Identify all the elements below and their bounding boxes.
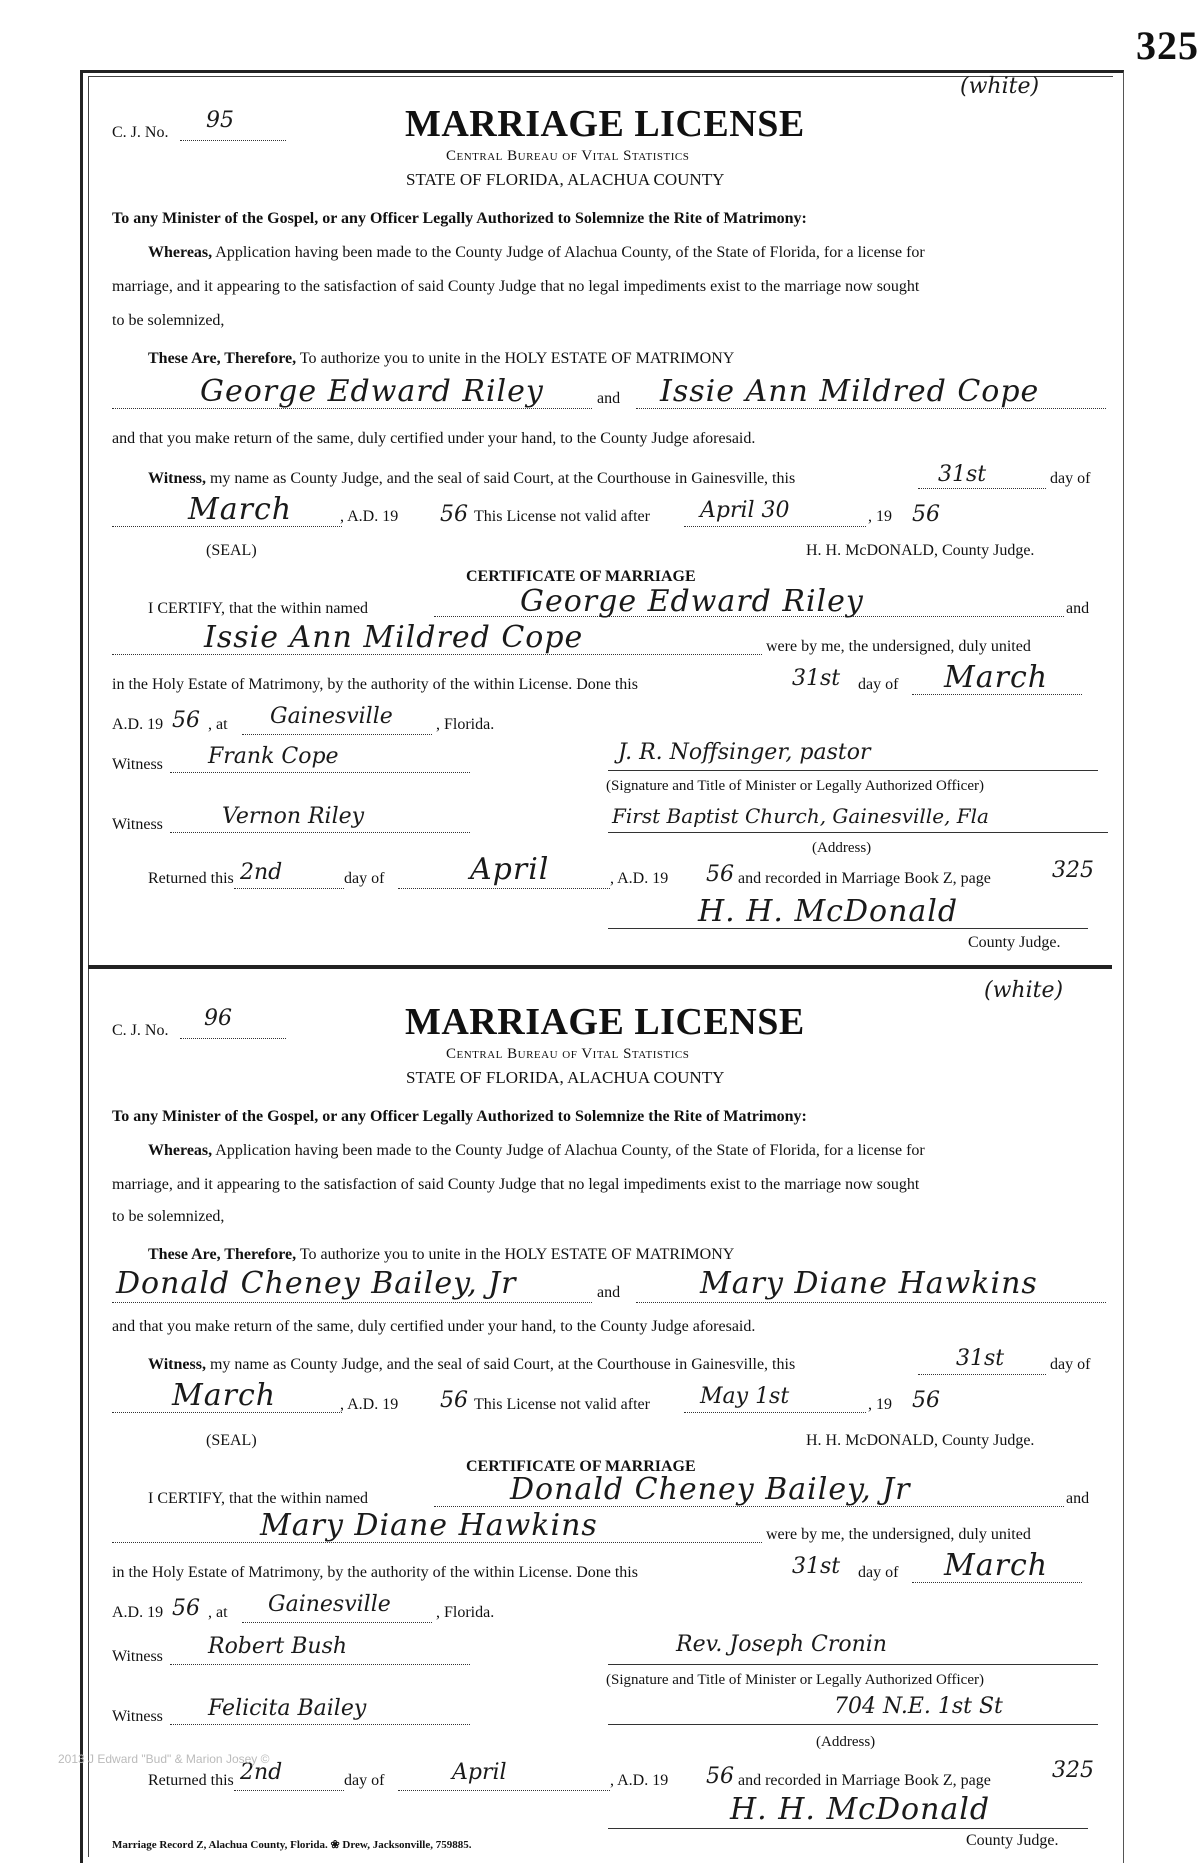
done-day: 31st [792,1554,841,1579]
issue-year: 56 [440,502,468,527]
officiant-address: First Baptist Church, Gainesville, Fla [612,804,989,828]
witness-line: Witness, my name as County Judge, and the seal of said Court, at the Courthouse in Gainesville, this [148,470,796,487]
day-of-label: day of [1050,1356,1091,1373]
issue-day: 31st [938,462,987,487]
witness2-label: Witness [112,1708,163,1725]
return-line: and that you make return of the same, duly certified under your hand, to the County Judge aforesaid. [112,1318,756,1335]
returned-ad: , A.D. 19 [610,870,669,887]
issue-ad-label: , A.D. 19 [340,508,399,525]
cj-label: C. J. No. [112,124,169,141]
officiant-signature: Rev. Joseph Cronin [676,1632,887,1657]
not-valid-label: This License not valid after [474,508,650,525]
authorize-line: These Are, Therefore, To authorize you to unite in the HOLY ESTATE OF MATRIMONY [148,350,735,367]
witness1-name: Frank Cope [208,744,339,769]
issue-ad-label: , A.D. 19 [340,1396,399,1413]
county-judge-name: H. H. McDONALD, County Judge. [806,1432,1035,1449]
state-county: STATE OF FLORIDA, ALACHUA COUNTY [406,1068,725,1087]
done-month: March [944,1548,1049,1583]
whereas-line-3: to be solemnized, [112,312,225,329]
returned-day: 2nd [240,860,283,885]
florida-label: , Florida. [436,716,495,733]
address-line: To any Minister of the Gospel, or any Officer Legally Authorized to Solemnize the Rite of Matrimony: [112,210,807,227]
license-title: MARRIAGE LICENSE [405,103,805,145]
section-divider [88,965,1112,969]
witness2-label: Witness [112,816,163,833]
recorded-label: and recorded in Marriage Book Z, page [738,1772,991,1789]
certify-label: I CERTIFY, that the within named [148,600,369,617]
copyright-watermark: 2013 J Edward "Bud" & Marion Josey © [58,1752,270,1766]
done-year: 56 [172,1596,200,1621]
certificate-title: CERTIFICATE OF MARRIAGE [466,1458,696,1475]
expire-year: 56 [912,502,940,527]
officiant-address: 704 N.E. 1st St [834,1694,1003,1719]
returned-month: April [452,1760,507,1785]
bureau-name: Central Bureau of Vital Statistics [446,1046,690,1062]
whereas-line-1: Whereas, Application having been made to the County Judge of Alachua County, of the State of Florida, for a license for [148,1142,925,1159]
witness-line: Witness, my name as County Judge, and the seal of said Court, at the Courthouse in Gainesville, this [148,1356,796,1373]
holy-estate-line: in the Holy Estate of Matrimony, by the authority of the within License. Done this [112,1564,638,1581]
groom-name: Donald Cheney Bailey, Jr [116,1266,517,1301]
returned-year: 56 [706,1764,734,1789]
whereas-line-2: marriage, and it appearing to the satisfaction of said County Judge that no legal impediments exist to the marriage now sought [112,278,920,295]
county-judge-label: County Judge. [968,934,1061,951]
cj-number: 95 [206,108,234,133]
expire-prefix: , 19 [868,508,892,525]
state-county: STATE OF FLORIDA, ALACHUA COUNTY [406,170,725,189]
whereas-line-1: Whereas, Application having been made to the County Judge of Alachua County, of the State of Florida, for a license for [148,244,925,261]
marriage-place: Gainesville [268,1592,391,1617]
issue-month: March [188,492,293,527]
returned-month: April [470,852,550,887]
issue-year: 56 [440,1388,468,1413]
united-label: were by me, the undersigned, duly united [766,638,1031,655]
expire-prefix: , 19 [868,1396,892,1413]
seal-label: (SEAL) [206,542,257,559]
whereas-line-3: to be solemnized, [112,1208,225,1225]
and-label: and [597,1284,621,1301]
done-year: 56 [172,708,200,733]
witness1-label: Witness [112,756,163,773]
done-ad-label: A.D. 19 [112,1604,164,1621]
done-day-of: day of [858,676,899,693]
page-number: 325 [1136,23,1199,68]
bride-name: Issie Ann Mildred Cope [660,374,1040,409]
united-label: were by me, the undersigned, duly united [766,1526,1031,1543]
cert-bride: Mary Diane Hawkins [260,1508,598,1543]
at-label: , at [208,716,228,733]
issue-month: March [172,1378,277,1413]
return-line: and that you make return of the same, duly certified under your hand, to the County Judge aforesaid. [112,430,756,447]
officiant-signature: J. R. Noffsinger, pastor [618,740,871,765]
county-judge-label: County Judge. [966,1832,1059,1849]
cj-label: C. J. No. [112,1022,169,1039]
returned-label: Returned this [148,1772,234,1789]
cert-bride: Issie Ann Mildred Cope [204,620,584,655]
expire-year: 56 [912,1388,940,1413]
done-month: March [944,660,1049,695]
printer-footer: Marriage Record Z, Alachua County, Florida. ❀ Drew, Jacksonville, 759885. [112,1839,472,1851]
witness2-name: Felicita Bailey [208,1696,367,1721]
returned-day: 2nd [240,1760,283,1785]
cert-and: and [1066,600,1090,617]
signature-caption: (Signature and Title of Minister or Legally Authorized Officer) [606,1672,984,1688]
returned-label: Returned this [148,870,234,887]
signature-caption: (Signature and Title of Minister or Legally Authorized Officer) [606,778,984,794]
seal-label: (SEAL) [206,1432,257,1449]
record-page: 325 [1052,858,1094,883]
license-title: MARRIAGE LICENSE [405,1001,805,1043]
certify-label: I CERTIFY, that the within named [148,1490,369,1507]
issue-day: 31st [956,1346,1005,1371]
groom-name: George Edward Riley [200,374,544,409]
address-caption: (Address) [816,1734,876,1750]
day-of-label: day of [1050,470,1091,487]
at-label: , at [208,1604,228,1621]
done-day-of: day of [858,1564,899,1581]
and-label: and [597,390,621,407]
whereas-line-2: marriage, and it appearing to the satisfaction of said County Judge that no legal impediments exist to the marriage now sought [112,1176,920,1193]
race-note: (white) [984,978,1064,1003]
not-valid-label: This License not valid after [474,1396,650,1413]
done-day: 31st [792,666,841,691]
bureau-name: Central Bureau of Vital Statistics [446,148,690,164]
holy-estate-line: in the Holy Estate of Matrimony, by the authority of the within License. Done this [112,676,638,693]
marriage-place: Gainesville [270,704,393,729]
judge-signature: H. H. McDonald [730,1792,991,1827]
certificate-title: CERTIFICATE OF MARRIAGE [466,568,696,585]
returned-day-of: day of [344,1772,385,1789]
cert-groom: George Edward Riley [520,584,864,619]
cert-and: and [1066,1490,1090,1507]
expire-date: May 1st [700,1384,790,1409]
expire-date: April 30 [700,498,790,523]
returned-ad: , A.D. 19 [610,1772,669,1789]
race-note: (white) [960,74,1040,99]
cert-groom: Donald Cheney Bailey, Jr [510,1472,911,1507]
returned-year: 56 [706,862,734,887]
county-judge-name: H. H. McDONALD, County Judge. [806,542,1035,559]
judge-signature: H. H. McDonald [698,894,959,929]
bride-name: Mary Diane Hawkins [700,1266,1038,1301]
recorded-label: and recorded in Marriage Book Z, page [738,870,991,887]
florida-label: , Florida. [436,1604,495,1621]
address-line: To any Minister of the Gospel, or any Officer Legally Authorized to Solemnize the Rite of Matrimony: [112,1108,807,1125]
authorize-line: These Are, Therefore, To authorize you to unite in the HOLY ESTATE OF MATRIMONY [148,1246,735,1263]
returned-day-of: day of [344,870,385,887]
record-page: 325 [1052,1758,1094,1783]
witness2-name: Vernon Riley [222,804,365,829]
address-caption: (Address) [812,840,872,856]
witness1-name: Robert Bush [208,1634,348,1659]
witness1-label: Witness [112,1648,163,1665]
cj-number: 96 [204,1006,232,1031]
done-ad-label: A.D. 19 [112,716,164,733]
